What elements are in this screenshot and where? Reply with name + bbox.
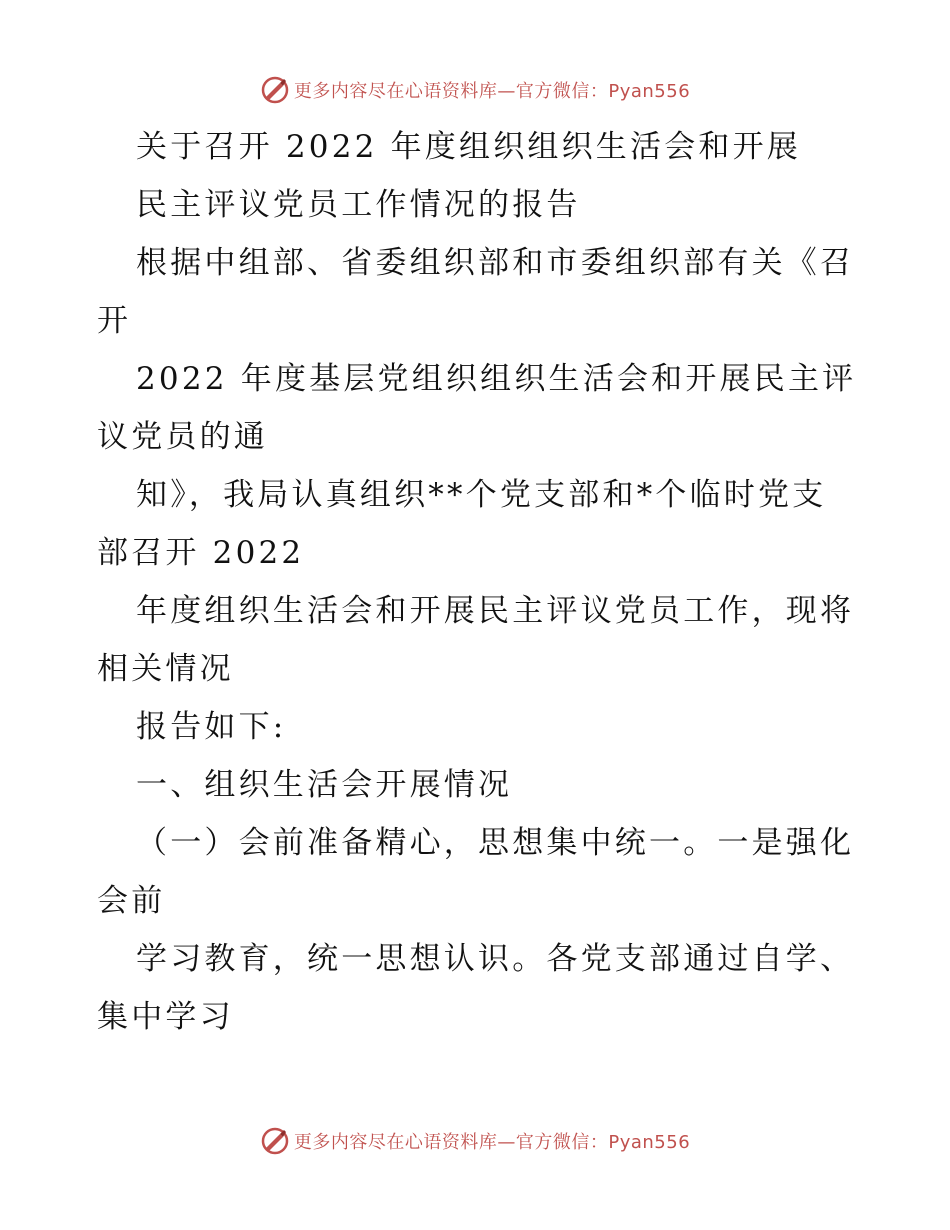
- title-line-1: 关于召开 2022 年度组织组织生活会和开展: [136, 129, 801, 165]
- paragraph-line: 集中学习: [97, 999, 234, 1035]
- paragraph-line: 年度组织生活会和开展民主评议党员工作，现将: [136, 593, 855, 629]
- pen-logo-icon: [260, 1126, 290, 1156]
- paragraph-line: 议党员的通: [97, 419, 268, 455]
- title-line-2: 民主评议党员工作情况的报告: [136, 187, 581, 223]
- footer-watermark: [0, 1121, 950, 1161]
- paragraph-line: 2022 年度基层党组织组织生活会和开展民主评: [136, 361, 857, 397]
- paragraph-line: 知》，我局认真组织**个党支部和*个临时党支: [136, 477, 827, 513]
- paragraph-line: （一）会前准备精心，思想集中统一。一是强化: [136, 825, 855, 861]
- paragraph-line: 部召开 2022: [97, 535, 305, 571]
- paragraph-line: 开: [97, 303, 132, 339]
- paragraph-line: 相关情况: [97, 651, 234, 687]
- paragraph-line: 根据中组部、省委组织部和市委组织部有关《召: [136, 245, 855, 281]
- watermark-text: 更多内容尽在心语资料库—官方微信：Pyan556: [293, 81, 691, 102]
- paragraph-line: 报告如下:: [136, 709, 287, 745]
- paragraph-line: 会前: [97, 883, 166, 919]
- watermark-text: 更多内容尽在心语资料库—官方微信：Pyan556: [293, 1132, 691, 1153]
- paragraph-line: 学习教育，统一思想认识。各党支部通过自学、: [136, 941, 855, 977]
- section-heading: 一、组织生活会开展情况: [136, 767, 513, 803]
